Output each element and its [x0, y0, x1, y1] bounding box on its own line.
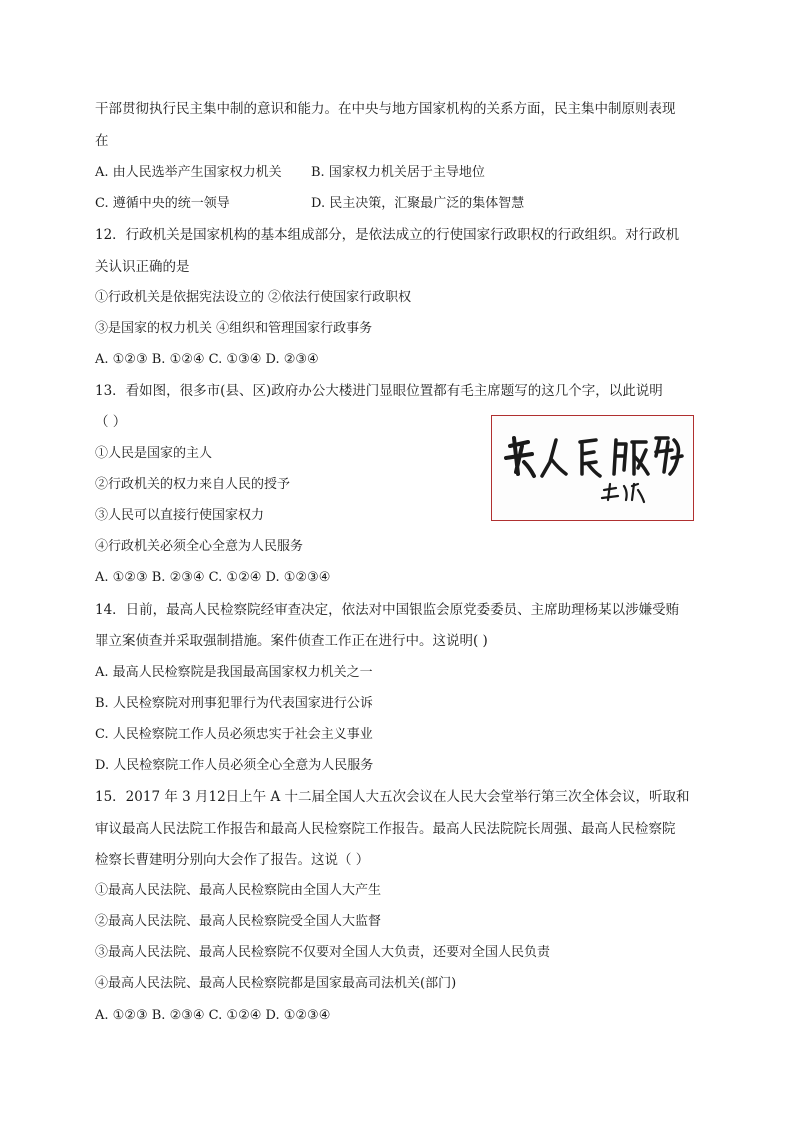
q12-items-3-4: ③是国家的权力机关 ④组织和管理国家行政事务: [95, 321, 373, 336]
q11-stem-line2: 在: [95, 133, 109, 149]
q15-stem-line2: 审议最高人民法院工作报告和最高人民检察院工作报告。最高人民法院院长周强、最高人民检察院: [95, 821, 676, 837]
q12-items-1-2: ①行政机关是依据宪法设立的 ②依法行使国家行政职权: [95, 290, 412, 305]
q11-option-d: D. 民主决策，汇聚最广泛的集体智慧: [311, 196, 525, 211]
q15-options: A. ①②③ B. ②③④ C. ①②④ D. ①②③④: [95, 1008, 331, 1023]
q14-option-c: C. 人民检察院工作人员必须忠实于社会主义事业: [95, 727, 373, 742]
q11-option-a: A. 由人民选举产生国家权力机关: [95, 165, 282, 180]
q15-item-3: ③最高人民法院、最高人民检察院不仅要对全国人大负责，还要对全国人民负责: [95, 945, 551, 960]
q15-item-4: ④最高人民法院、最高人民检察院都是国家最高司法机关(部门): [95, 976, 457, 991]
q13-item-2: ②行政机关的权力来自人民的授予: [95, 477, 291, 492]
q14-option-a: A. 最高人民检察院是我国最高国家权力机关之一: [95, 665, 373, 680]
q14-stem-line1: 14．日前，最高人民检察院经审查决定，依法对中国银监会原党委委员、主席助理杨某以涉嫌受贿: [95, 602, 680, 618]
q11-option-b: B. 国家权力机关居于主导地位: [311, 165, 485, 180]
q14-option-d: D. 人民检察院工作人员必须全心全意为人民服务: [95, 758, 374, 773]
q11-stem-line1: 干部贯彻执行民主集中制的意识和能力。在中央与地方国家机构的关系方面，民主集中制原则表现: [95, 101, 676, 117]
calligraphy-image: [491, 415, 694, 521]
q13-item-4: ④行政机关必须全心全意为人民服务: [95, 539, 304, 554]
q14-stem-line2: 罪立案侦查并采取强制措施。案件侦查工作正在进行中。这说明( ): [95, 633, 488, 649]
q13-stem-line2: （ ）: [95, 414, 127, 430]
q12-stem-line1: 12．行政机关是国家机构的基本组成部分，是依法成立的行使国家行政职权的行政组织。对行政机: [95, 227, 680, 243]
q14-option-b: B. 人民检察院对刑事犯罪行为代表国家进行公诉: [95, 696, 373, 711]
q13-item-3: ③人民可以直接行使国家权力: [95, 508, 265, 523]
calligraphy-drawing: [492, 416, 693, 520]
q15-item-2: ②最高人民法院、最高人民检察院受全国人大监督: [95, 914, 382, 929]
q15-stem-line1: 15．2017 年 3 月12日上午 A 十二届全国人大五次会议在人民大会堂举行第三次全体会议，听取和: [95, 789, 690, 805]
q13-item-1: ①人民是国家的主人: [95, 446, 213, 461]
q13-options: A. ①②③ B. ②③④ C. ①②④ D. ①②③④: [95, 570, 331, 585]
q12-stem-line2: 关认识正确的是: [95, 259, 190, 275]
q15-stem-line3: 检察长曹建明分别向大会作了报告。这说（ ）: [95, 852, 370, 868]
q13-stem-line1: 13．看如图，很多市(县、区)政府办公大楼进门显眼位置都有毛主席题写的这几个字，以此说明: [95, 383, 663, 399]
q11-option-c: C. 遵循中央的统一领导: [95, 196, 230, 211]
q15-item-1: ①最高人民法院、最高人民检察院由全国人大产生: [95, 883, 382, 898]
q12-options: A. ①②③ B. ①②④ C. ①③④ D. ②③④: [95, 352, 319, 367]
